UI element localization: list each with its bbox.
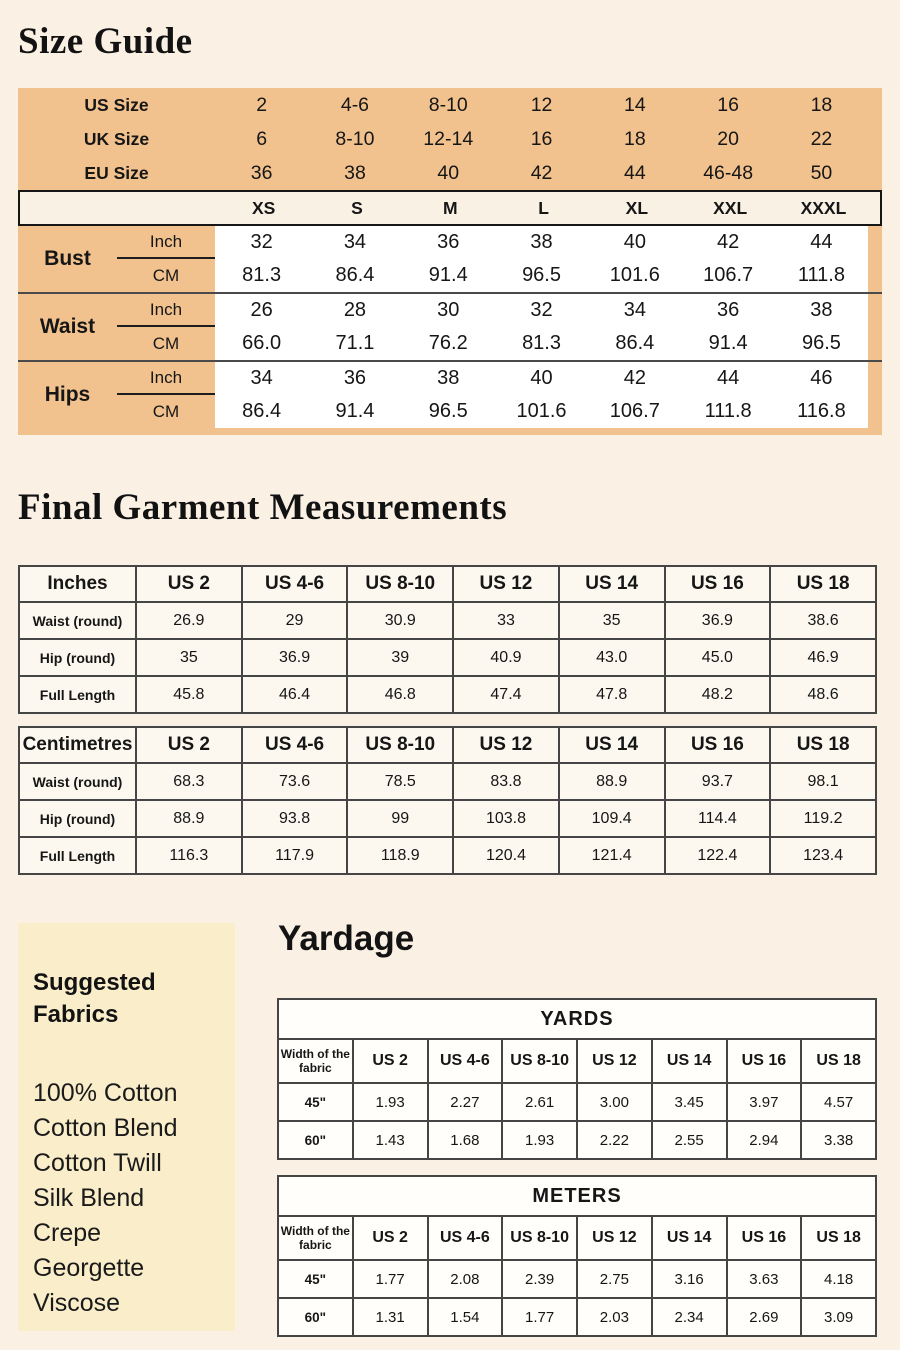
size-body — [18, 226, 882, 428]
row-label: Waist (round) — [19, 602, 136, 639]
table-row — [278, 1083, 876, 1121]
column-header: US 2 — [353, 1216, 428, 1260]
table-row — [19, 763, 876, 800]
table-cell: 99 — [347, 800, 453, 837]
table-cell: 38.6 — [770, 602, 876, 639]
table-cell: 42 — [530, 161, 553, 184]
column-header: M — [442, 197, 458, 218]
table-cell: 30 — [402, 294, 495, 327]
table-cell: 3.00 — [577, 1083, 652, 1121]
table-row — [19, 837, 876, 874]
table-cell: 40 — [495, 362, 588, 395]
table-cell: 3.16 — [652, 1260, 727, 1298]
table-cell: 32 — [495, 294, 588, 327]
table-cell: 4.18 — [801, 1260, 876, 1298]
table-cell: 40.9 — [453, 639, 559, 676]
fabrics-box — [18, 923, 235, 1331]
table-cell: 2.61 — [502, 1083, 577, 1121]
column-header: US 8-10 — [347, 566, 453, 602]
column-header: US 12 — [453, 566, 559, 602]
unit-label: Inch — [117, 294, 215, 327]
fabric-item: Silk Blend — [33, 1183, 145, 1212]
table-cell: 1.93 — [353, 1083, 428, 1121]
table-cell: 2.69 — [727, 1298, 802, 1336]
table-row — [278, 1121, 876, 1159]
table-cell: 2.94 — [727, 1121, 802, 1159]
column-header: L — [538, 197, 549, 218]
table-cell: 35 — [136, 639, 242, 676]
measurement-label: Hips — [44, 383, 91, 406]
table-cell: 4-6 — [340, 93, 370, 116]
table-cell: 73.6 — [242, 763, 348, 800]
column-header: US 14 — [652, 1216, 727, 1260]
table-cell: 12-14 — [423, 127, 474, 150]
column-header: XXL — [713, 197, 748, 218]
unit-title-row — [278, 1176, 876, 1216]
fabric-item: Crepe — [33, 1218, 102, 1247]
table-cell: 46.8 — [347, 676, 453, 713]
table-cell: 44 — [775, 226, 868, 259]
table-cell: 36 — [308, 362, 401, 395]
table-row — [19, 602, 876, 639]
table-cell: 1.31 — [353, 1298, 428, 1336]
table-cell: 34 — [215, 362, 308, 395]
inches-table — [18, 565, 877, 714]
table-cell: 12 — [530, 93, 553, 116]
measurement-group — [18, 226, 882, 292]
table-cell: 93.7 — [665, 763, 771, 800]
header-row — [19, 566, 876, 602]
table-cell: 121.4 — [559, 837, 665, 874]
table-cell: 2 — [256, 93, 268, 116]
table-cell: 26.9 — [136, 602, 242, 639]
table-cell: 16 — [717, 93, 739, 116]
column-header: US 18 — [801, 1216, 876, 1260]
table-cell: 30.9 — [347, 602, 453, 639]
column-header: XXXL — [800, 197, 847, 218]
table-cell: 47.8 — [559, 676, 665, 713]
table-cell: 81.3 — [215, 259, 308, 292]
column-header: US 16 — [665, 566, 771, 602]
centimetres-table — [18, 726, 877, 875]
measurement-label: Waist — [39, 315, 96, 338]
table-cell: 86.4 — [588, 327, 681, 360]
table-cell: 14 — [623, 93, 646, 116]
table-cell: 2.08 — [428, 1260, 503, 1298]
table-cell: 2.39 — [502, 1260, 577, 1298]
column-header: US 8-10 — [502, 1216, 577, 1260]
fabric-item: Cotton Twill — [33, 1148, 162, 1177]
table-cell: 6 — [256, 127, 268, 150]
row-label: 45" — [278, 1260, 353, 1298]
table-cell: 2.34 — [652, 1298, 727, 1336]
unit-label: Inch — [117, 226, 215, 259]
table-row — [278, 1260, 876, 1298]
yardage-title: Yardage — [278, 919, 415, 958]
table-cell: 66.0 — [215, 327, 308, 360]
column-header: US 16 — [665, 727, 771, 763]
column-header: US 18 — [801, 1039, 876, 1083]
column-header: US 2 — [136, 566, 242, 602]
size-header-row — [18, 190, 882, 226]
table-cell: 48.2 — [665, 676, 771, 713]
column-header: US 4-6 — [242, 727, 348, 763]
table-cell: 45.0 — [665, 639, 771, 676]
table-cell: 91.4 — [308, 395, 401, 428]
unit-title-row — [278, 999, 876, 1039]
table-cell: 91.4 — [681, 327, 774, 360]
table-cell: 2.75 — [577, 1260, 652, 1298]
column-header: US 16 — [727, 1216, 802, 1260]
row-label: Full Length — [19, 676, 136, 713]
row-label: 60" — [278, 1121, 353, 1159]
table-cell: 116.3 — [136, 837, 242, 874]
table-cell: 8-10 — [428, 93, 468, 116]
table-cell: 103.8 — [453, 800, 559, 837]
table-cell: 78.5 — [347, 763, 453, 800]
column-header: XL — [625, 197, 649, 218]
unit-label: CM — [152, 401, 180, 421]
fabric-width-header: Width of the fabric — [278, 1216, 353, 1260]
table-cell: 1.93 — [502, 1121, 577, 1159]
table-cell: 34 — [588, 294, 681, 327]
table-cell: 46-48 — [703, 161, 754, 184]
table-row — [19, 800, 876, 837]
table-cell: 47.4 — [453, 676, 559, 713]
table-cell: 71.1 — [308, 327, 401, 360]
table-cell: 16 — [530, 127, 553, 150]
table-cell: 35 — [559, 602, 665, 639]
unit-title: YARDS — [278, 999, 876, 1039]
meters-table — [277, 1175, 877, 1337]
table-cell: 46.4 — [242, 676, 348, 713]
table-cell: 2.55 — [652, 1121, 727, 1159]
column-header: US 4-6 — [428, 1039, 503, 1083]
table-cell: 39 — [347, 639, 453, 676]
column-header: US 4-6 — [242, 566, 348, 602]
table-cell: 106.7 — [681, 259, 774, 292]
table-cell: 36 — [681, 294, 774, 327]
table-cell: 3.63 — [727, 1260, 802, 1298]
table-cell: 76.2 — [402, 327, 495, 360]
table-cell: 96.5 — [775, 327, 868, 360]
header-row — [278, 1039, 876, 1083]
table-cell: 4.57 — [801, 1083, 876, 1121]
table-cell: 28 — [308, 294, 401, 327]
unit-header: Centimetres — [19, 727, 136, 763]
fabric-item: Viscose — [33, 1288, 121, 1317]
table-cell: 86.4 — [215, 395, 308, 428]
table-cell: 114.4 — [665, 800, 771, 837]
table-cell: 26 — [215, 294, 308, 327]
table-cell: 118.9 — [347, 837, 453, 874]
table-cell: 3.09 — [801, 1298, 876, 1336]
fabric-item: Georgette — [33, 1253, 145, 1282]
fabric-item: Cotton Blend — [33, 1113, 178, 1142]
table-row — [278, 1298, 876, 1336]
size-conversion-rows — [18, 88, 882, 190]
table-cell: 122.4 — [665, 837, 771, 874]
table-cell: 2.03 — [577, 1298, 652, 1336]
column-header: US 8-10 — [502, 1039, 577, 1083]
yards-table — [277, 998, 877, 1160]
column-header: US 18 — [770, 566, 876, 602]
fabric-width-header: Width of the fabric — [278, 1039, 353, 1083]
table-cell: 83.8 — [453, 763, 559, 800]
table-cell: 3.38 — [801, 1121, 876, 1159]
unit-title: METERS — [278, 1176, 876, 1216]
column-header: XS — [251, 197, 276, 218]
column-header: US 14 — [559, 727, 665, 763]
size-guide-table — [18, 88, 882, 435]
table-cell: 106.7 — [588, 395, 681, 428]
table-cell: 38 — [495, 226, 588, 259]
table-cell: 44 — [681, 362, 774, 395]
conversion-row — [18, 156, 882, 190]
row-label: UK Size — [83, 128, 150, 149]
table-cell: 3.45 — [652, 1083, 727, 1121]
table-cell: 117.9 — [242, 837, 348, 874]
table-cell: 98.1 — [770, 763, 876, 800]
column-header: US 4-6 — [428, 1216, 503, 1260]
row-label: Hip (round) — [19, 639, 136, 676]
table-cell: 93.8 — [242, 800, 348, 837]
column-header: US 14 — [652, 1039, 727, 1083]
unit-label: CM — [152, 333, 180, 353]
row-label: 60" — [278, 1298, 353, 1336]
table-cell: 111.8 — [775, 259, 868, 292]
table-cell: 22 — [810, 127, 833, 150]
column-header: US 12 — [577, 1039, 652, 1083]
table-cell: 101.6 — [495, 395, 588, 428]
conversion-row — [18, 122, 882, 156]
unit-header: Inches — [19, 566, 136, 602]
row-label: Hip (round) — [19, 800, 136, 837]
table-cell: 81.3 — [495, 327, 588, 360]
table-cell: 42 — [588, 362, 681, 395]
table-cell: 36 — [250, 161, 273, 184]
fabrics-title: Suggested Fabrics — [33, 969, 156, 1029]
conversion-row — [18, 88, 882, 122]
table-cell: 2.27 — [428, 1083, 503, 1121]
row-label: US Size — [84, 94, 149, 115]
column-header: US 16 — [727, 1039, 802, 1083]
header-row — [278, 1216, 876, 1260]
table-cell: 38 — [344, 161, 366, 184]
table-cell: 1.43 — [353, 1121, 428, 1159]
table-cell: 1.77 — [353, 1260, 428, 1298]
table-cell: 3.97 — [727, 1083, 802, 1121]
table-cell: 50 — [810, 161, 833, 184]
table-cell: 38 — [402, 362, 495, 395]
unit-label: Inch — [117, 362, 215, 395]
table-cell: 40 — [588, 226, 681, 259]
column-header: US 18 — [770, 727, 876, 763]
table-cell: 88.9 — [559, 763, 665, 800]
row-label: Waist (round) — [19, 763, 136, 800]
table-cell: 123.4 — [770, 837, 876, 874]
table-cell: 111.8 — [681, 395, 774, 428]
table-cell: 42 — [681, 226, 774, 259]
table-cell: 96.5 — [402, 395, 495, 428]
row-label: Full Length — [19, 837, 136, 874]
table-cell: 34 — [308, 226, 401, 259]
table-cell: 109.4 — [559, 800, 665, 837]
table-cell: 44 — [623, 161, 646, 184]
table-cell: 91.4 — [402, 259, 495, 292]
table-cell: 45.8 — [136, 676, 242, 713]
table-cell: 88.9 — [136, 800, 242, 837]
table-cell: 120.4 — [453, 837, 559, 874]
table-row — [19, 639, 876, 676]
row-label: 45" — [278, 1083, 353, 1121]
table-cell: 43.0 — [559, 639, 665, 676]
table-cell: 33 — [453, 602, 559, 639]
measurement-label: Bust — [44, 247, 91, 270]
table-cell: 29 — [242, 602, 348, 639]
fabric-item: 100% Cotton — [33, 1078, 178, 1107]
table-cell: 46 — [775, 362, 868, 395]
column-header: US 2 — [136, 727, 242, 763]
table-cell: 8-10 — [335, 127, 375, 150]
column-header: US 2 — [353, 1039, 428, 1083]
column-header: US 12 — [453, 727, 559, 763]
table-cell: 1.54 — [428, 1298, 503, 1336]
table-cell: 1.77 — [502, 1298, 577, 1336]
unit-label: CM — [152, 265, 180, 285]
row-label: EU Size — [84, 162, 149, 183]
table-cell: 18 — [810, 93, 833, 116]
table-cell: 20 — [717, 127, 739, 150]
table-cell: 119.2 — [770, 800, 876, 837]
column-header: S — [351, 197, 363, 218]
measurement-group — [18, 292, 882, 360]
table-row — [19, 676, 876, 713]
size-guide-title: Size Guide — [18, 21, 193, 62]
table-cell: 40 — [437, 161, 460, 184]
table-cell: 101.6 — [588, 259, 681, 292]
table-cell: 36.9 — [665, 602, 771, 639]
table-cell: 32 — [215, 226, 308, 259]
garment-title: Final Garment Measurements — [18, 487, 508, 528]
table-cell: 2.22 — [577, 1121, 652, 1159]
column-header: US 8-10 — [347, 727, 453, 763]
table-cell: 18 — [623, 127, 646, 150]
header-row — [19, 727, 876, 763]
table-cell: 48.6 — [770, 676, 876, 713]
measurement-group — [18, 360, 882, 428]
table-cell: 38 — [775, 294, 868, 327]
table-cell: 68.3 — [136, 763, 242, 800]
table-cell: 36.9 — [242, 639, 348, 676]
table-cell: 46.9 — [770, 639, 876, 676]
column-header: US 14 — [559, 566, 665, 602]
table-cell: 116.8 — [775, 395, 868, 428]
table-cell: 36 — [402, 226, 495, 259]
fabric-list — [33, 1076, 235, 1321]
table-cell: 96.5 — [495, 259, 588, 292]
table-cell: 86.4 — [308, 259, 401, 292]
column-header: US 12 — [577, 1216, 652, 1260]
table-cell: 1.68 — [428, 1121, 503, 1159]
